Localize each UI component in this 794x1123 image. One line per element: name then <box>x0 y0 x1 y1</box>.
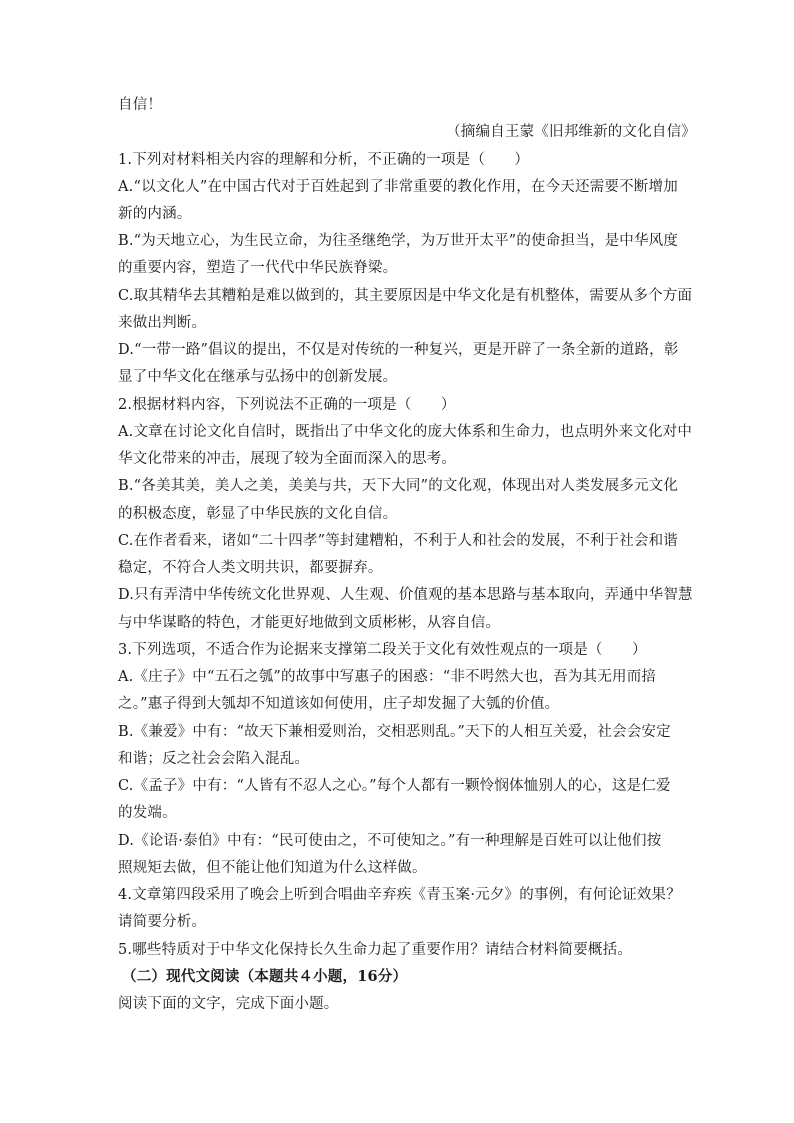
option-line: D.只有弄清中华传统文化世界观、人生观、价值观的基本思路与基本取向，弄通中华智慧 <box>118 587 693 603</box>
question-2-stem: 2.根据材料内容，下列说法不正确的一项是（ ） <box>118 397 456 413</box>
option-line: 的积极态度，彰显了中华民族的文化自信。 <box>118 506 398 522</box>
option-line: 来做出判断。 <box>118 315 207 331</box>
option-line: 照规矩去做，但不能让他们知道为什么这样做。 <box>118 860 427 876</box>
option-line: C.取其精华去其糟粕是难以做到的，其主要原因是中华文化是有机整体，需要从多个方面 <box>118 288 693 304</box>
option-line: 新的内涵。 <box>118 206 192 222</box>
option-line: A.《庄子》中“五石之瓠”的故事中写惠子的困惑：“非不呺然大也，吾为其无用而掊 <box>118 669 657 685</box>
option-line: 华文化带来的冲击，展现了较为全面而深入的思考。 <box>118 451 457 467</box>
option-line: D.“一带一路”倡议的提出，不仅是对传统的一种复兴，更是开辟了一条全新的道路，彰 <box>118 342 679 358</box>
option-line: A.“以文化人”在中国古代对于百姓起到了非常重要的教化作用，在今天还需要不断增加 <box>118 179 678 195</box>
option-line: 的发端。 <box>118 805 177 821</box>
question-4-continued: 请简要分析。 <box>118 914 207 930</box>
source-citation: （摘编自王蒙《旧邦维新的文化自信》 <box>446 124 696 140</box>
question-4-stem: 4.文章第四段采用了晚会上听到合唱曲辛弃疾《青玉案·元夕》的事例，有何论证效果？ <box>118 887 681 903</box>
option-line: 和谐；反之社会会陷入混乱。 <box>118 751 310 767</box>
option-line: D.《论语·泰伯》中有：“民可使由之，不可使知之。”有一种理解是百姓可以让他们按 <box>118 833 662 849</box>
instruction-text: 阅读下面的文字，完成下面小题。 <box>118 996 339 1012</box>
option-line: 之。”惠子得到大瓠却不知道该如何使用，庄子却发掘了大瓠的价值。 <box>118 696 560 712</box>
section-heading: （二）现代文阅读（本题共４小题，16分） <box>122 968 408 985</box>
option-line: C.《孟子》中有：“人皆有不忍人之心。”每个人都有一颗怜悯体恤别人的心，这是仁爱 <box>118 778 671 794</box>
option-line: 显了中华文化在继承与弘扬中的创新发展。 <box>118 369 398 385</box>
option-line: A.文章在讨论文化自信时，既指出了中华文化的庞大体系和生命力，也点明外来文化对中 <box>118 424 693 440</box>
option-line: 稳定，不符合人类文明共识，都要摒弃。 <box>118 560 383 576</box>
option-line: B.“各美其美，美人之美，美美与共，天下大同”的文化观，体现出对人类发展多元文化 <box>118 478 679 494</box>
option-line: 的重要内容，塑造了一代代中华民族脊梁。 <box>118 260 398 276</box>
question-3-stem: 3.下列选项，不适合作为论据来支撑第二段关于文化有效性观点的一项是（ ） <box>118 642 647 658</box>
option-line: B.《兼爱》中有：“故天下兼相爱则治，交相恶则乱。”天下的人相互关爱，社会会安定 <box>118 724 671 740</box>
question-5-stem: 5.哪些特质对于中华文化保持长久生命力起了重要作用？请结合材料简要概括。 <box>118 942 633 958</box>
option-line: B.“为天地立心，为生民立命，为往圣继绝学，为万世开太平”的使命担当，是中华风度 <box>118 233 679 249</box>
option-line: 与中华谋略的特色，才能更好地做到文质彬彬，从容自信。 <box>118 615 501 631</box>
option-line: C.在作者看来，诸如“二十四孝”等封建糟粕，不利于人和社会的发展，不利于社会和谐 <box>118 533 679 549</box>
question-1-stem: 1.下列对材料相关内容的理解和分析，不正确的一项是（ ） <box>118 152 530 168</box>
text-line: 自信！ <box>118 97 163 113</box>
